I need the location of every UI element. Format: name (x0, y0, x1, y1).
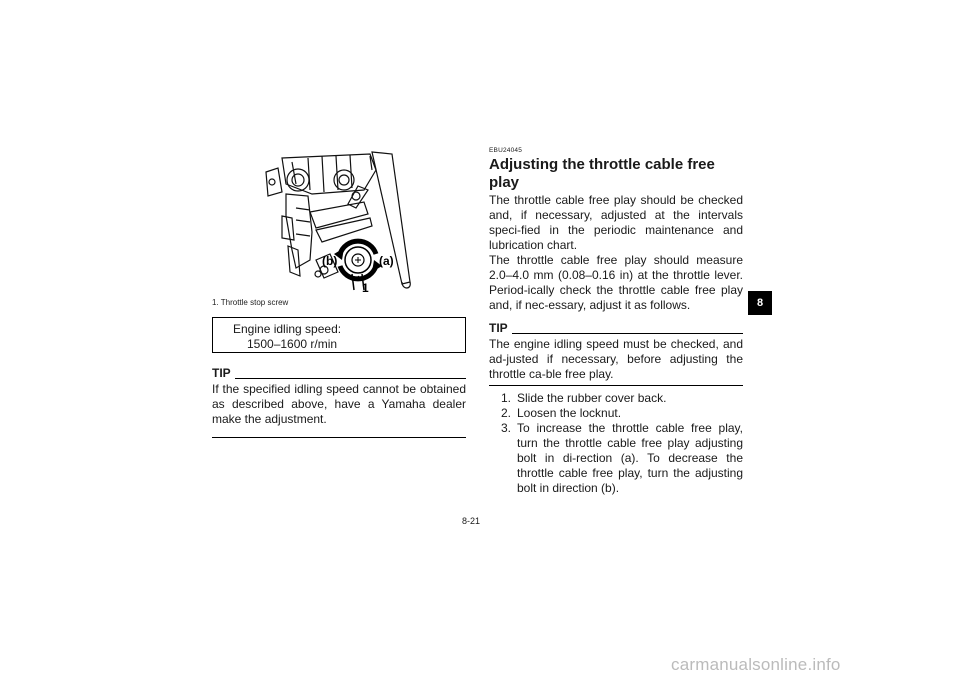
callout-1: 1 (362, 281, 369, 295)
step-number: 1. (501, 391, 512, 405)
spec-label: Engine idling speed: (233, 322, 342, 336)
tip-right (489, 322, 743, 386)
section-title: Adjusting the throttle cable free play (489, 156, 715, 191)
right-column (489, 147, 743, 496)
callout-b: (b) (322, 254, 338, 268)
tip-label: TIP (489, 321, 508, 335)
step-number: 2. (501, 406, 512, 420)
tip-end-rule (212, 437, 466, 438)
step-text: Slide the rubber cover back. (517, 391, 667, 405)
figure-caption: 1. Throttle stop screw (212, 298, 289, 307)
idling-speed-spec-box (212, 317, 466, 353)
step-item (489, 421, 743, 496)
tip-label: TIP (212, 366, 231, 380)
tip-end-rule (489, 385, 743, 386)
step-text: Loosen the locknut. (517, 406, 622, 420)
watermark: carmanualsonline.info (671, 655, 841, 674)
carburetor-drawing (252, 150, 422, 298)
step-text: To increase the throttle cable free play, turn the throttle cable free play adjusting bolt in di-rection (a). To decrease the throttle cable free play, turn the adjusting bolt in direction (b). (517, 421, 743, 495)
paragraph-2: The throttle cable free play should measure 2.0–4.0 mm (0.08–0.16 in) at the throttle lever. Period-ically check the throttle cable free play and, if nec-essary, adjust it as follows. (489, 253, 743, 312)
section-code: EBU24045 (489, 147, 523, 154)
tip-left (212, 367, 466, 438)
chapter-tab: 8 (748, 291, 772, 315)
throttle-stop-screw-illustration (252, 150, 422, 298)
tip-text: If the specified idling speed cannot be obtained as described above, have a Yamaha dealer make the adjustment. (212, 382, 466, 426)
tip-header (489, 322, 743, 334)
callout-a: (a) (379, 254, 394, 268)
tip-header (212, 367, 466, 379)
tip-rule (512, 324, 743, 334)
spec-value: 1500–1600 r/min (247, 337, 338, 351)
adjustment-steps (489, 391, 743, 496)
paragraph-1: The throttle cable free play should be checked and, if necessary, adjusted at the intervals speci-fied in the periodic maintenance and lubrication chart. (489, 193, 743, 252)
tip-rule (235, 369, 466, 379)
page-number: 8-21 (462, 516, 481, 526)
step-item (489, 391, 743, 406)
step-number: 3. (501, 421, 512, 435)
step-item (489, 406, 743, 421)
tip-text: The engine idling speed must be checked, and ad-justed if necessary, before adjusting the throttle ca-ble free play. (489, 337, 743, 381)
